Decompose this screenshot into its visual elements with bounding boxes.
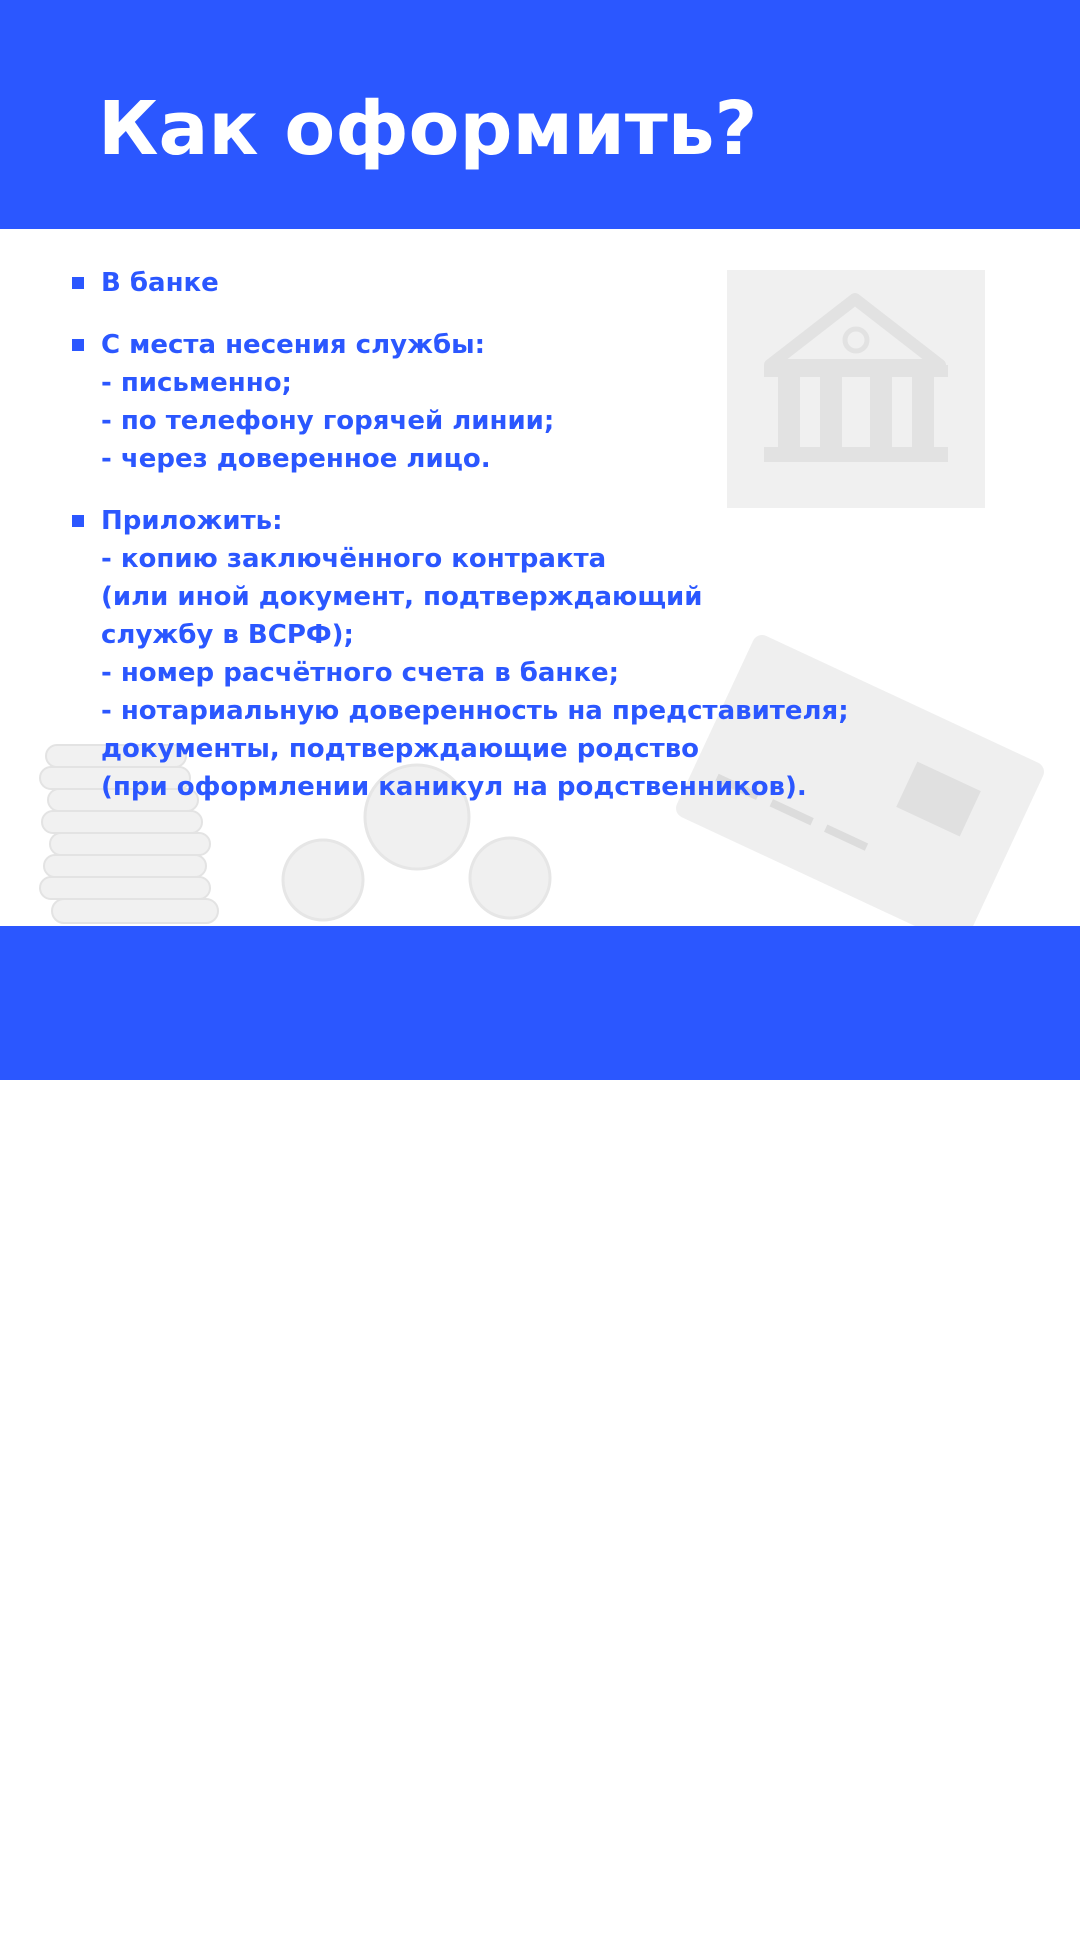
list-item: - нотариальную доверенность на представителя; (101, 696, 849, 726)
list-item: В банке (101, 268, 219, 298)
section-bank (72, 264, 952, 302)
section-service-place (72, 326, 952, 478)
list-item: - через доверенное лицо. (101, 444, 491, 474)
requirements-list (72, 264, 952, 806)
footnote-line: банк перестаёт начислять проценты на сумму долга (60, 1925, 888, 1956)
list-item: - номер расчётного счета в банке; (101, 658, 620, 688)
list-item: документы, подтверждающие родство (101, 734, 700, 764)
list-item: - по телефону горячей линии; (101, 406, 555, 436)
section-attach (72, 502, 952, 806)
list-item: С места несения службы: (101, 330, 486, 360)
list-item: (при оформлении каникул на родственников). (101, 772, 807, 802)
footer-banner (0, 926, 1080, 1956)
footnote-line: *С момента решения о предоставлении кредитных каникул (60, 1886, 1003, 1917)
bullet-icon (72, 339, 84, 351)
page-title: Как оформить? (98, 86, 758, 172)
bullet-icon (72, 515, 84, 527)
list-item: - копию заключённого контракта (101, 544, 607, 574)
list-item: (или иной документ, подтверждающий (101, 582, 703, 612)
footnote (60, 1882, 1060, 1960)
list-item: - письменно; (101, 368, 292, 398)
list-item: Приложить: (101, 506, 283, 536)
bullet-icon (72, 277, 84, 289)
list-item: службу в ВСРФ); (101, 620, 354, 650)
